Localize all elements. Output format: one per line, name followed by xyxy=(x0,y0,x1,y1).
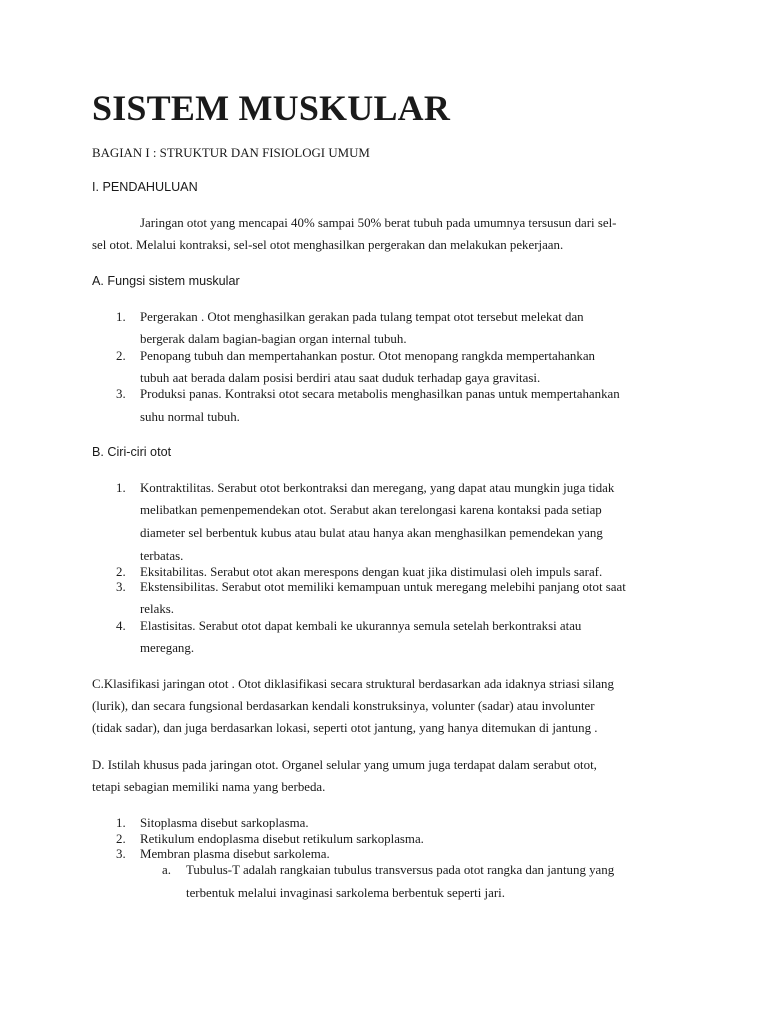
list-item-line: diameter sel berbentuk kubus atau bulat atau hanya akan menghasilkan pemendekan yang xyxy=(140,526,603,540)
list-item-line: suhu normal tubuh. xyxy=(140,410,240,424)
paragraph-line: (tidak sadar), dan juga berdasarkan lokasi, seperti otot jantung, yang hanya ditemukan di jantung . xyxy=(92,721,598,735)
list-item-line: melibatkan pemenpemendekan otot. Serabut akan terelongasi karena kontaksi pada setiap xyxy=(140,503,602,517)
list-item-line: terbatas. xyxy=(140,549,184,563)
list-item-line: Sitoplasma disebut sarkoplasma. xyxy=(140,816,309,830)
list-item-line: Eksitabilitas. Serabut otot akan merespons dengan kuat jika distimulasi oleh impuls saraf. xyxy=(140,565,603,579)
paragraph-line: tetapi sebagian memiliki nama yang berbeda. xyxy=(92,780,326,794)
section-b-heading: B. Ciri-ciri otot xyxy=(92,445,172,459)
list-number: 3. xyxy=(116,847,126,861)
list-item-line: Kontraktilitas. Serabut otot berkontraksi dan meregang, yang dapat atau mungkin juga tidak xyxy=(140,481,615,495)
paragraph-line: D. Istilah khusus pada jaringan otot. Organel selular yang umum juga terdapat dalam serabut otot, xyxy=(92,758,597,772)
list-item-line: Produksi panas. Kontraksi otot secara metabolis menghasilkan panas untuk mempertahankan xyxy=(140,387,620,401)
list-item-line: tubuh aat berada dalam posisi berdiri atau saat duduk terhadap gaya gravitasi. xyxy=(140,371,541,385)
list-number: 1. xyxy=(116,816,126,830)
list-number: 2. xyxy=(116,832,126,846)
list-number: 2. xyxy=(116,349,126,363)
paragraph-line: (lurik), dan secara fungsional berdasarkan kendali konstruksinya, volunter (sadar) atau involunter xyxy=(92,699,595,713)
page-title: SISTEM MUSKULAR xyxy=(92,88,451,128)
pendahuluan-heading: I. PENDAHULUAN xyxy=(92,180,198,194)
list-number: 2. xyxy=(116,565,126,579)
list-number: 3. xyxy=(116,387,126,401)
bagian-heading: BAGIAN I : STRUKTUR DAN FISIOLOGI UMUM xyxy=(92,146,370,160)
list-item-line: bergerak dalam bagian-bagian organ internal tubuh. xyxy=(140,332,407,346)
list-number: 1. xyxy=(116,481,126,495)
list-item-line: Pergerakan . Otot menghasilkan gerakan pada tulang tempat otot tersebut melekat dan xyxy=(140,310,584,324)
list-item-line: Retikulum endoplasma disebut retikulum sarkoplasma. xyxy=(140,832,424,846)
pendahuluan-line-2: sel otot. Melalui kontraksi, sel-sel otot menghasilkan pergerakan dan melakukan pekerjaan. xyxy=(92,238,564,252)
list-number: 3. xyxy=(116,580,126,594)
list-item-line: Tubulus-T adalah rangkaian tubulus transversus pada otot rangka dan jantung yang xyxy=(186,863,615,877)
paragraph-line: C.Klasifikasi jaringan otot . Otot diklasifikasi secara struktural berdasarkan ada idaknya striasi silang xyxy=(92,677,614,691)
list-item-line: Penopang tubuh dan mempertahankan postur. Otot menopang rangkda mempertahankan xyxy=(140,349,595,363)
section-a-heading: A. Fungsi sistem muskular xyxy=(92,274,240,288)
list-item-line: relaks. xyxy=(140,602,175,616)
list-number: 1. xyxy=(116,310,126,324)
list-item-line: terbentuk melalui invaginasi sarkolema berbentuk seperti jari. xyxy=(186,886,505,900)
list-item-line: Elastisitas. Serabut otot dapat kembali ke ukurannya semula setelah berkontraksi atau xyxy=(140,619,582,633)
pendahuluan-line-1: Jaringan otot yang mencapai 40% sampai 50% berat tubuh pada umumnya tersusun dari sel- xyxy=(140,216,617,230)
list-item-line: Membran plasma disebut sarkolema. xyxy=(140,847,330,861)
list-number: 4. xyxy=(116,619,126,633)
list-item-line: meregang. xyxy=(140,641,195,655)
list-item-line: Ekstensibilitas. Serabut otot memiliki kemampuan untuk meregang melebihi panjang otot saat xyxy=(140,580,626,594)
sub-list-letter: a. xyxy=(162,863,171,877)
